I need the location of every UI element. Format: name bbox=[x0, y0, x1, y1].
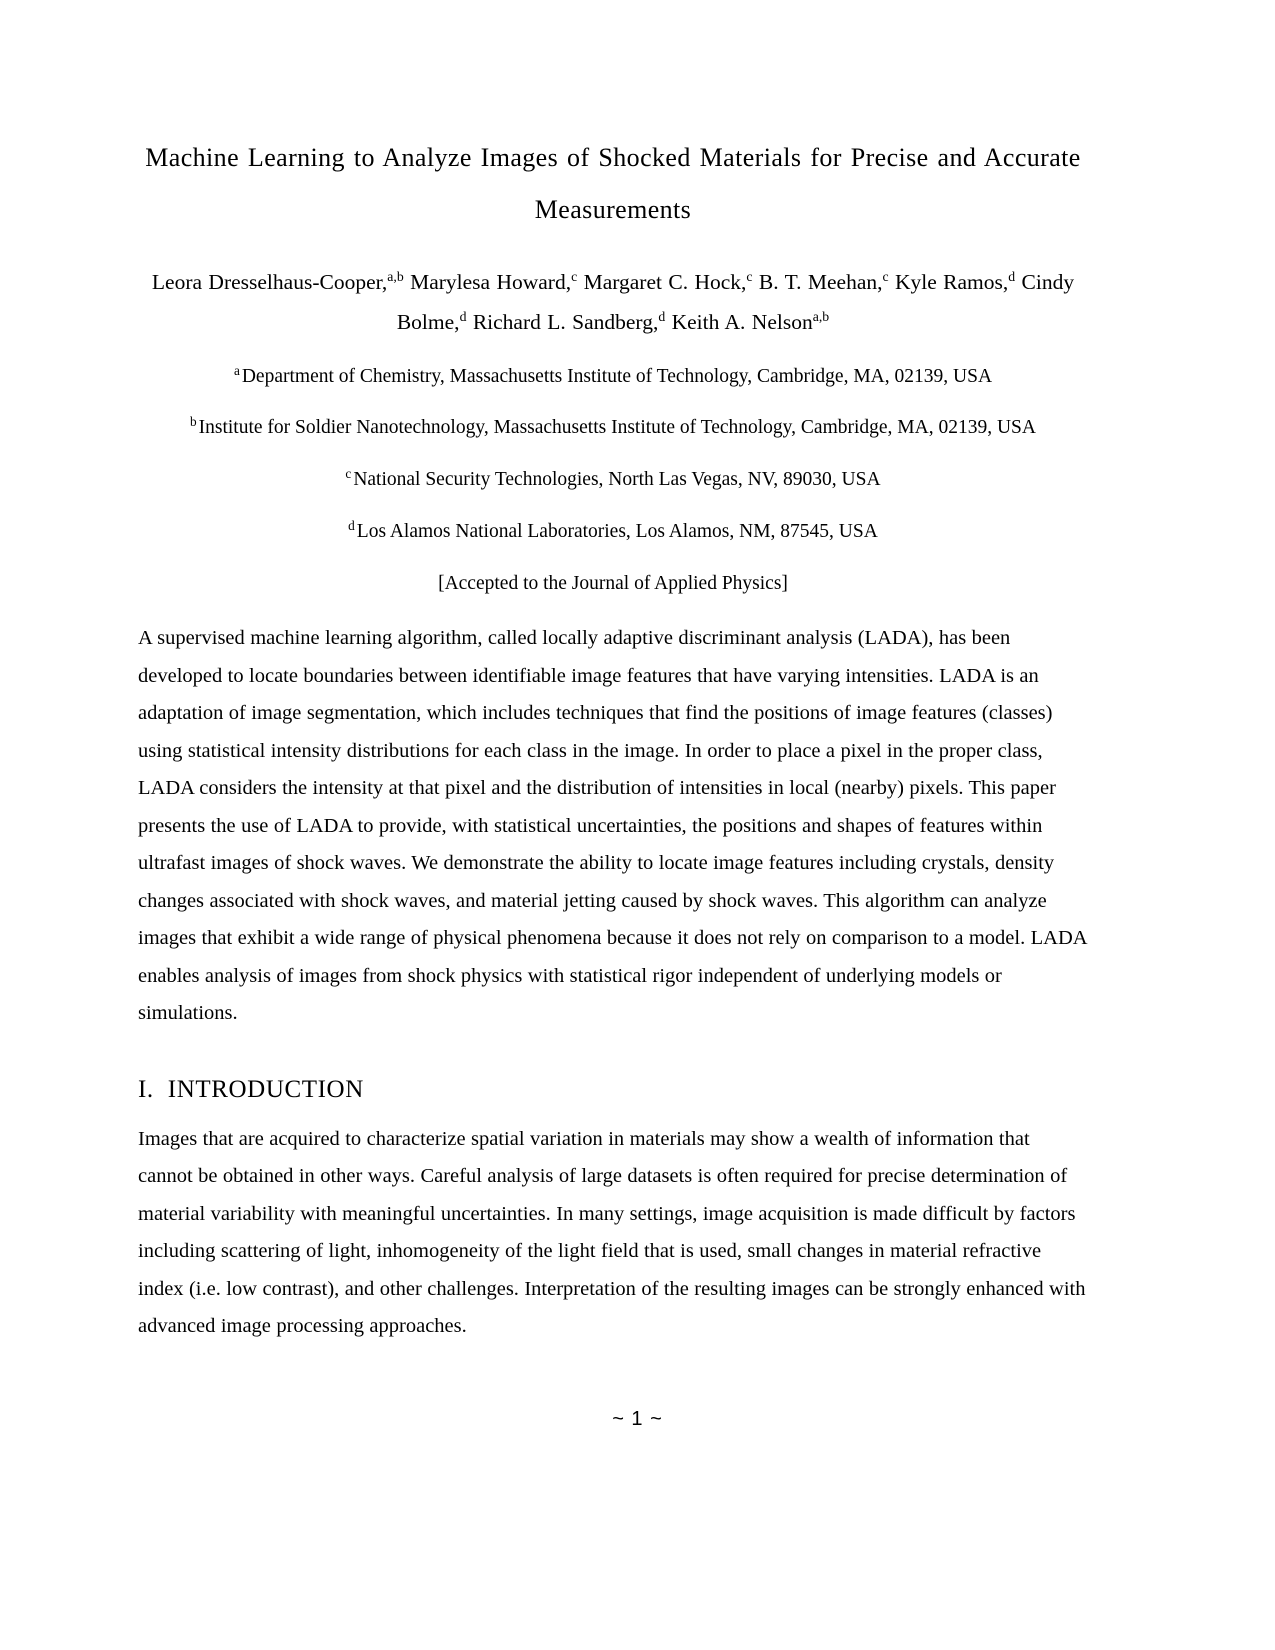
page-title: Machine Learning to Analyze Images of Shocked Materials for Precise and Accurate Measurements bbox=[145, 143, 1081, 224]
author-name: Margaret C. Hock, bbox=[577, 270, 747, 294]
author-affil-marker: a,b bbox=[387, 268, 404, 284]
affiliation-marker: c bbox=[345, 465, 352, 481]
author-affil-marker: d bbox=[658, 308, 666, 324]
author-name: Bolme, bbox=[396, 310, 460, 334]
affiliation-c bbox=[138, 446, 1088, 498]
page-number-footer: ~ 1 ~ bbox=[612, 1408, 663, 1430]
page-content bbox=[138, 0, 1088, 1346]
affiliation-marker: d bbox=[348, 517, 355, 533]
affiliation-text: Department of Chemistry, Massachusetts Institute of Technology, Cambridge, MA, 02139, USA bbox=[241, 366, 993, 387]
affiliation-b bbox=[138, 395, 1088, 446]
affiliation-d bbox=[138, 498, 1088, 550]
affiliation-text: Institute for Soldier Nanotechnology, Massachusetts Institute of Technology, Cambridge, MA, 02139, USA bbox=[198, 417, 1036, 438]
author-name: Kyle Ramos, bbox=[888, 270, 1009, 294]
section-title: INTRODUCTION bbox=[167, 1075, 364, 1103]
author-affil-marker: c bbox=[571, 268, 578, 284]
section-heading-introduction bbox=[138, 1033, 1088, 1107]
author-name: Marylesa Howard, bbox=[403, 270, 572, 294]
author-name: Richard L. Sandberg, bbox=[466, 310, 659, 334]
author-name: Leora Dresselhaus-Cooper, bbox=[151, 270, 388, 294]
author-affil-marker: d bbox=[1008, 268, 1016, 284]
affiliation-a bbox=[138, 342, 1088, 395]
introduction-paragraph-1: Images that are acquired to characterize spatial variation in materials may show a wealth of information that cannot be obtained in other ways. Careful analysis of large datasets is often required for precise determination of material variability with meaningful uncertainties. In many settings, image acquisition is made difficult by factors including scattering of light, inhomogeneity of the light field that is used, small changes in material refractive index (i.e. low contrast), and other challenges. Interpretation of the resulting images can be strongly enhanced with advanced image processing approaches. bbox=[138, 1127, 1086, 1337]
affiliation-marker: b bbox=[189, 413, 197, 429]
author-affil-marker: d bbox=[459, 308, 467, 324]
affiliation-text: National Security Technologies, North Las Vegas, NV, 89030, USA bbox=[353, 469, 881, 490]
author-list bbox=[138, 236, 1088, 342]
author-affil-marker: c bbox=[882, 268, 889, 284]
author-line-2 bbox=[397, 310, 829, 334]
author-affil-marker: c bbox=[746, 268, 753, 284]
author-affil-marker: a,b bbox=[812, 308, 830, 324]
affiliation-text: Los Alamos National Laboratories, Los Alamos, NM, 87545, USA bbox=[356, 521, 878, 542]
author-name: Keith A. Nelson bbox=[665, 310, 813, 334]
author-name: Cindy bbox=[1015, 270, 1075, 294]
section-numeral: I. bbox=[138, 1075, 154, 1103]
author-line-1 bbox=[152, 270, 1074, 294]
affiliation-marker: a bbox=[233, 362, 240, 378]
accepted-note: [Accepted to the Journal of Applied Physics] bbox=[438, 573, 788, 594]
author-name: B. T. Meehan, bbox=[752, 270, 883, 294]
abstract-paragraph: A supervised machine learning algorithm, called locally adaptive discriminant analysis (LADA), has been developed to locate boundaries between identifiable image features that have varying intensities. LADA is an adaptation of image segmentation, which includes techniques that find the positions of image features (classes) using statistical intensity distributions for each class in the image. In order to place a pixel in the proper class, LADA considers the intensity at that pixel and the distribution of intensities in local (nearby) pixels. This paper presents the use of LADA to provide, with statistical uncertainties, the positions and shapes of features within ultrafast images of shock waves. We demonstrate the ability to locate image features including crystals, density changes associated with shock waves, and material jetting caused by shock waves. This algorithm can analyze images that exhibit a wide range of physical phenomena because it does not rely on comparison to a model. LADA enables analysis of images from shock physics with statistical rigor independent of underlying models or simulations. bbox=[138, 627, 1087, 1024]
